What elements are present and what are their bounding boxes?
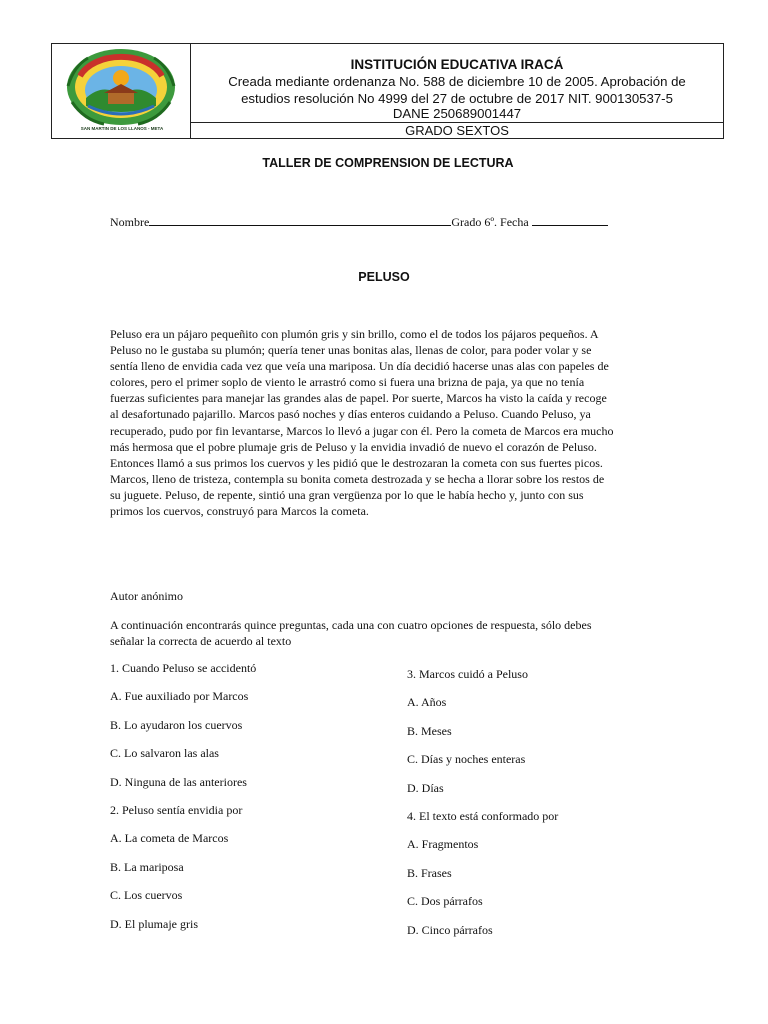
story-line: Peluso era un pájaro pequeñito con plumón gris y sin brillo, como el de todos los pájaros pequeños. A xyxy=(110,327,599,341)
question-3-option-d[interactable]: D. Días xyxy=(407,781,444,795)
story-line: Peluso no le gustaba su plumón; quería tener unas bonitas alas, llenas de color, para poder volar y se xyxy=(110,343,592,358)
instruction-line: A continuación encontrarás quince preguntas, cada una con cuatro opciones de respuesta, sólo debes xyxy=(110,618,592,632)
story-title: PELUSO xyxy=(358,270,410,284)
question-2-option-c[interactable]: C. Los cuervos xyxy=(110,888,183,902)
logo-cell xyxy=(52,44,191,138)
header-resolution-line: estudios resolución No 4999 del 27 de octubre de 2017 NIT. 900130537-5 xyxy=(241,91,673,106)
institution-name: INSTITUCIÓN EDUCATIVA IRACÁ xyxy=(350,57,564,72)
grade-date-label: Grado 6º. Fecha xyxy=(451,215,529,229)
story-line: su juguete. Peluso, de repente, sintió una gran vergüenza por lo que le había hecho y, junto con sus xyxy=(110,487,584,502)
question-2-option-d[interactable]: D. El plumaje gris xyxy=(110,917,198,931)
logo-caption: SAN MARTIN DE LOS LLANOS - META xyxy=(80,126,164,131)
story-line: Marcos, lleno de tristeza, contempla su bonita cometa destrozada y se hecha a llorar sobre los restos de xyxy=(110,471,605,486)
story-text xyxy=(110,326,650,519)
story-line: más hermosa que el pobre plumaje gris de Peluso y la envidia invadió de nuevo el corazón de Peluso. xyxy=(110,439,597,454)
question-4-option-c[interactable]: C. Dos párrafos xyxy=(407,894,483,908)
header-ordinance-line: Creada mediante ordenanza No. 588 de diciembre 10 de 2005. Aprobación de xyxy=(228,74,686,89)
date-field[interactable] xyxy=(532,214,608,226)
question-2-option-b[interactable]: B. La mariposa xyxy=(110,860,184,874)
worksheet-title: TALLER DE COMPRENSION DE LECTURA xyxy=(262,156,514,170)
institution-header xyxy=(51,43,724,139)
student-info-row xyxy=(110,214,608,230)
story-line: sentía lleno de envidia cada vez que veía una mariposa. Un día decidió hacerse unas alas con papeles de xyxy=(110,359,609,374)
story-line: primos los cuervos, construyó para Marcos la cometa. xyxy=(110,504,369,519)
story-line: recuperado, pudo por fin levantarse, Marcos lo llevó a jugar con él. Pero la cometa de Marcos era mucho xyxy=(110,423,614,438)
question-3: 3. Marcos cuidó a Peluso xyxy=(407,667,528,681)
question-1: 1. Cuando Peluso se accidentó xyxy=(110,661,257,675)
question-1-option-d[interactable]: D. Ninguna de las anteriores xyxy=(110,775,247,789)
question-4-option-b[interactable]: B. Frases xyxy=(407,866,452,880)
header-grade: GRADO SEXTOS xyxy=(405,123,509,138)
story-author: Autor anónimo xyxy=(110,589,183,603)
name-label: Nombre xyxy=(110,215,150,229)
question-1-option-a[interactable]: A. Fue auxiliado por Marcos xyxy=(110,689,249,703)
question-2: 2. Peluso sentía envidia por xyxy=(110,803,243,817)
question-3-option-c[interactable]: C. Días y noches enteras xyxy=(407,752,526,766)
school-crest-logo xyxy=(64,46,178,128)
story-line: fuerzas suficientes para manejar las grandes alas de papel. Por suerte, Marcos ha visto la caída y recoge xyxy=(110,391,607,406)
question-4: 4. El texto está conformado por xyxy=(407,809,559,823)
question-2-option-a[interactable]: A. La cometa de Marcos xyxy=(110,831,229,845)
instructions xyxy=(110,617,592,649)
question-1-option-b[interactable]: B. Lo ayudaron los cuervos xyxy=(110,718,243,732)
header-dane-line: DANE 250689001447 xyxy=(392,106,522,121)
question-3-option-b[interactable]: B. Meses xyxy=(407,724,452,738)
question-4-option-a[interactable]: A. Fragmentos xyxy=(407,837,479,851)
story-line: colores, pero el primer soplo de viento le arrastró como si fuera una brizna de paja, ya que no tenía xyxy=(110,375,585,390)
instruction-line: señalar la correcta de acuerdo al texto xyxy=(110,634,292,648)
question-4-option-d[interactable]: D. Cinco párrafos xyxy=(407,923,493,937)
question-1-option-c[interactable]: C. Lo salvaron las alas xyxy=(110,746,219,760)
story-line: al desafortunado pajarillo. Marcos pasó noches y días enteros cuidando a Peluso. Cuando Peluso, ya xyxy=(110,407,591,422)
story-line: Entonces llamó a sus primos los cuervos y les pidió que le destrozaran la cometa con sus fuertes picos. xyxy=(110,455,603,470)
name-field[interactable] xyxy=(149,214,451,226)
question-3-option-a[interactable]: A. Años xyxy=(407,695,447,709)
